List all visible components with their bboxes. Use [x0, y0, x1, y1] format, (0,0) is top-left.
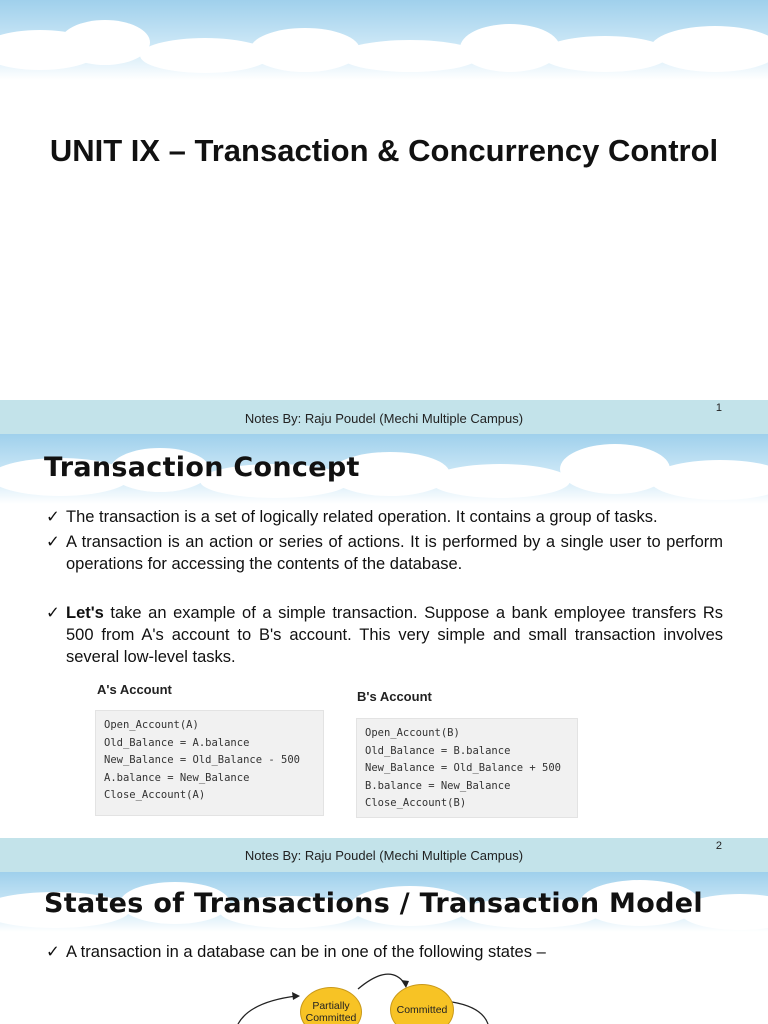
bullet-item: [46, 506, 723, 528]
code-line: New_Balance = Old_Balance + 500: [365, 762, 561, 774]
account-b-label: B's Account: [357, 689, 432, 704]
check-icon: ✓: [46, 943, 60, 961]
state-diagram-arrows: [0, 872, 768, 1024]
check-icon: ✓: [46, 604, 60, 622]
arrow-active-to-partial: [238, 996, 296, 1024]
check-icon: ✓: [46, 508, 60, 526]
presentation-title: UNIT IX – Transaction & Concurrency Control: [49, 133, 719, 168]
bullet-text: A transaction is an action or series of actions. It is performed by a single user to perform operations for accessing the contents of the database.: [66, 533, 723, 573]
bullet-rest: take an example of a simple transaction. Suppose a bank employee transfers Rs 500 from A's account to B's account. This very simple and small transaction involves several low-level tasks.: [66, 604, 723, 666]
code-line: Open_Account(B): [365, 727, 460, 739]
footer-text: Notes By: Raju Poudel (Mechi Multiple Campus): [244, 848, 524, 863]
slide-2: [0, 434, 768, 838]
bullet-text: [66, 602, 723, 668]
check-icon: ✓: [46, 533, 60, 551]
bullet-text: A transaction in a database can be in one of the following states –: [66, 943, 546, 961]
bullet-text: The transaction is a set of logically related operation. It contains a group of tasks.: [66, 508, 658, 526]
code-line: B.balance = New_Balance: [365, 779, 511, 792]
code-line: Old_Balance = A.balance: [104, 736, 250, 749]
state-partially-committed: Partially Committed: [300, 987, 362, 1024]
code-line: Close_Account(A): [104, 789, 206, 801]
page-number: 1: [715, 402, 722, 414]
code-line: Old_Balance = B.balance: [365, 744, 511, 757]
sky-banner: [0, 0, 768, 80]
account-a-code: [95, 710, 324, 816]
slide-2-footer: [0, 838, 768, 872]
slide-3: [0, 872, 768, 1024]
code-line: New_Balance = Old_Balance - 500: [104, 754, 300, 766]
code-line: A.balance = New_Balance: [104, 771, 250, 784]
bullet-item: [46, 531, 723, 575]
code-line: Close_Account(B): [365, 797, 467, 809]
bold-word: Let's: [66, 604, 104, 622]
page-number: 2: [715, 840, 722, 852]
account-b-code: [356, 718, 578, 818]
footer-text: Notes By: Raju Poudel (Mechi Multiple Campus): [244, 411, 524, 426]
slide-heading: Transaction Concept: [44, 452, 360, 483]
bullet-item: [46, 602, 723, 668]
arrowhead: [292, 992, 300, 1000]
state-committed: Committed: [390, 984, 454, 1024]
code-line: Open_Account(A): [104, 719, 199, 731]
arrow-partial-to-committed: [358, 974, 405, 989]
slide-1: [0, 0, 768, 400]
account-a-label: A's Account: [97, 682, 172, 697]
slide-heading: States of Transactions / Transaction Model: [44, 888, 703, 919]
arrow-committed-out: [452, 1002, 488, 1024]
slide-1-footer: [0, 400, 768, 434]
